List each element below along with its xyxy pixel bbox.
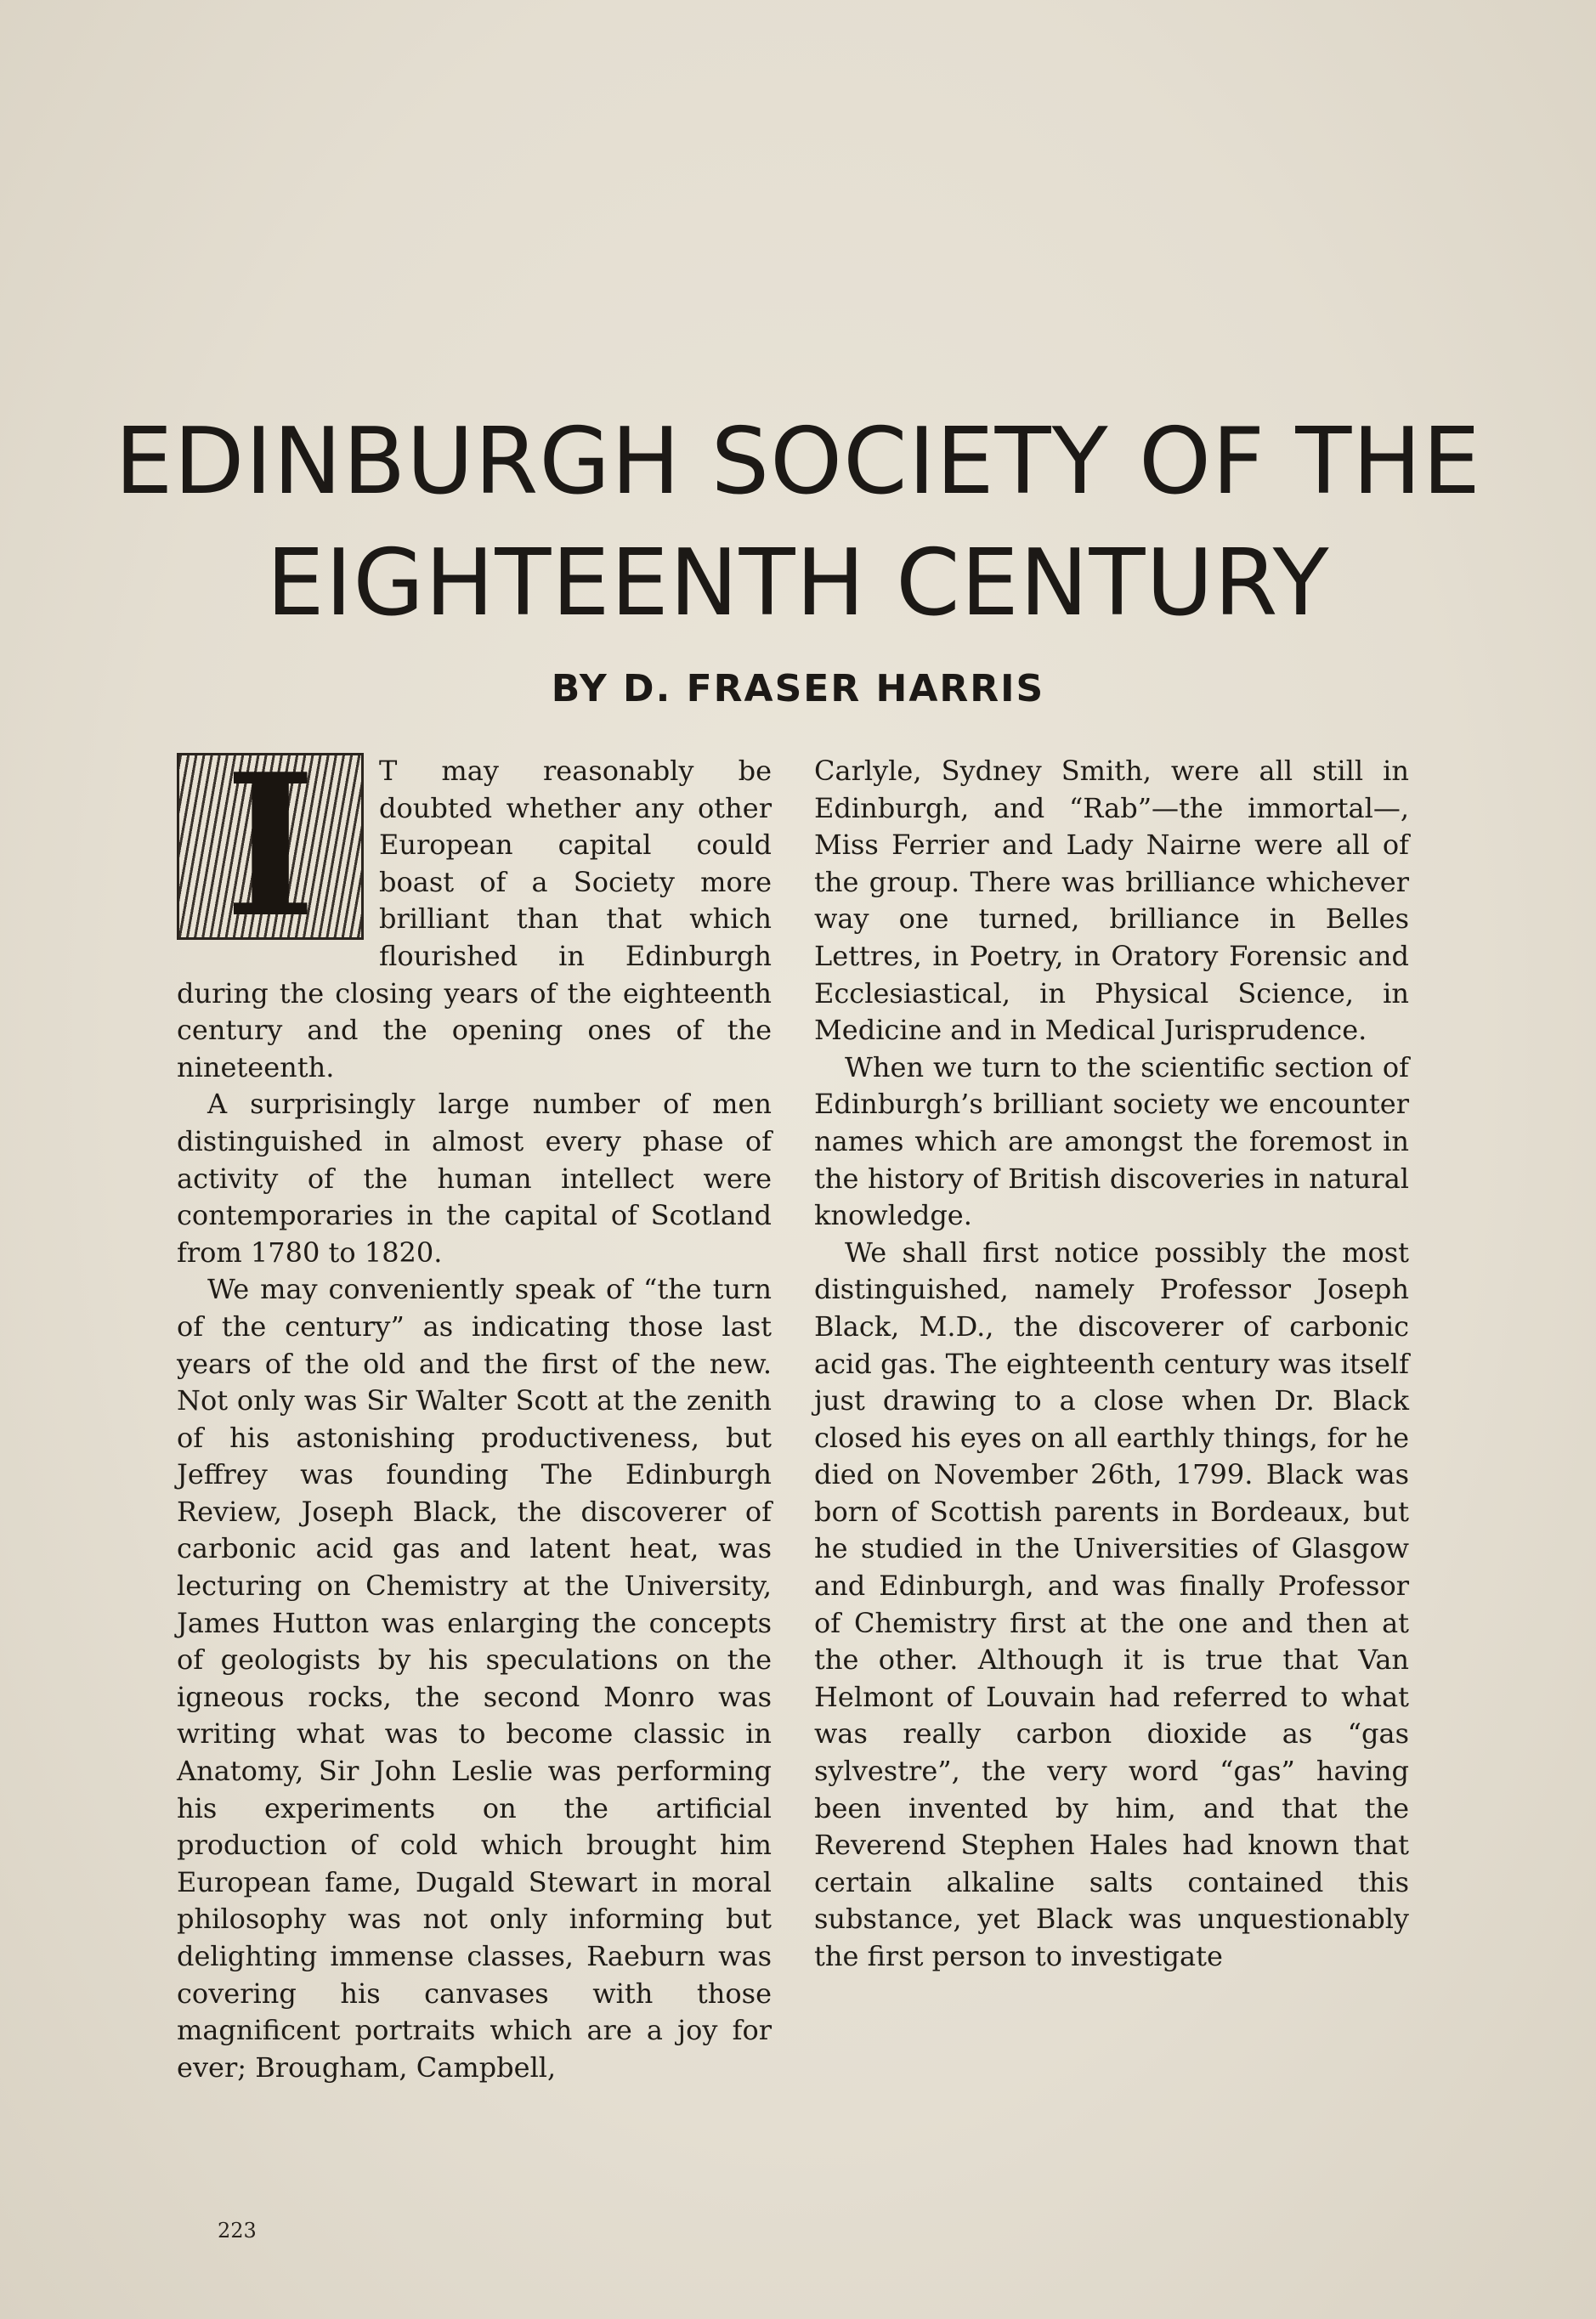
text-column-right (814, 753, 1409, 1976)
paragraph: T may reasonably be doubted whether any other European capital could boast of a Society more brilliant than that which flourished in Edinburgh during the closing years of the eighteenth century and the opening ones of the nineteenth. (177, 755, 772, 1083)
drop-cap-ornament (177, 732, 364, 961)
paragraph: We may conveniently speak of “the turn of the century” as indicating those last years of the old and the first of the new. Not only was Sir Walter Scott at the zenith of his astonishing productiveness, but Jeffrey was founding The Edinburgh Review, Joseph Black, the discoverer of carbonic acid gas and latent heat, was lecturing on Chemistry at the University, James Hutton was enlarging the concepts of geologists by his speculations on the igneous rocks, the second Monro was writing what was to become classic in Anatomy, Sir John Leslie was performing his experiments on the artificial production of cold which brought him European fame, Dugald Stewart in moral philosophy was not only informing but delighting immense classes, Raeburn was covering his canvases with those magnificent portraits which are a joy for ever; Brougham, Campbell, (177, 1273, 772, 2084)
paragraph: We shall first notice possibly the most distinguished, namely Professor Joseph Black, M.D., the discoverer of carbonic acid gas. The eighteenth century was itself just drawing to a close when Dr. Black closed his eyes on all earthly things, for he died on November 26th, 1799. Black was born of Scottish parents in Bordeaux, but he studied in the Universities of Glasgow and Edinburgh, and was finally Professor of Chemistry first at the one and then at the other. Although it is true that Van Helmont of Louvain had referred to what was really carbon dioxide as “gas sylvestre”, the very word “gas” having been invented by him, and that the Reverend Stephen Hales had known that certain alkaline salts contained this substance, yet Black was unquestionably the first person to investigate (814, 1236, 1409, 1972)
drop-cap-letter: I (224, 732, 316, 961)
text-column-left (177, 732, 772, 2086)
article-title-line-1: EDINBURGH SOCIETY OF THE (115, 409, 1481, 515)
paragraph: When we turn to the scientific section of Edinburgh’s brilliant society we encounter names which are amongst the foremost in the history of British discoveries in natural knowledge. (814, 1050, 1409, 1232)
article-title-line-2: EIGHTEENTH CENTURY (266, 530, 1330, 636)
byline: BY D. FRASER HARRIS (551, 667, 1045, 710)
page-number: 223 (218, 2219, 257, 2243)
paragraph: Carlyle, Sydney Smith, were all still in Edinburgh, and “Rab”—the immortal—, Miss Ferrier and Lady Nairne were all of the group. There was brilliance whichever way one turned, brilliance in Belles Lettres, in Poetry, in Oratory Forensic and Ecclesiastical, in Physical Science, in Medicine and in Medical Jurisprudence. (814, 755, 1409, 1047)
paragraph: A surprisingly large number of men distinguished in almost every phase of activity of the human intellect were contemporaries in the capital of Scotland from 1780 to 1820. (177, 1088, 772, 1269)
